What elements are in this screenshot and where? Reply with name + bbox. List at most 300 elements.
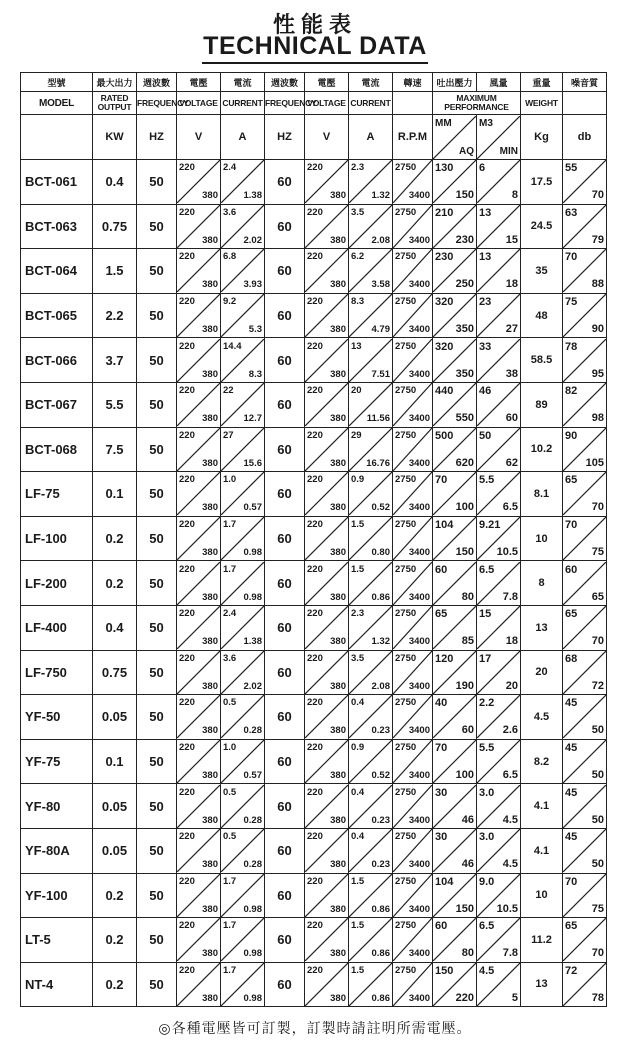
model-cell: YF-80A [21, 828, 93, 873]
voltage-60-cell-top: 220 [307, 296, 323, 308]
noise-cell [563, 427, 607, 472]
model-cell: LF-100 [21, 516, 93, 561]
current-60-cell-top: 1.5 [351, 563, 365, 575]
unit-a2: A [349, 115, 393, 160]
voltage-60-cell-bottom: 380 [330, 814, 346, 826]
model-cell: YF-75 [21, 739, 93, 784]
noise-cell [563, 293, 607, 338]
voltage-60-cell-bottom: 380 [330, 770, 346, 782]
pressure-cell-top: 130 [435, 162, 454, 175]
voltage-50-cell-top: 220 [179, 920, 195, 932]
frequency-50-cell: 50 [137, 293, 177, 338]
current-60-cell-top: 1.5 [351, 920, 365, 932]
noise-cell-bottom: 90 [591, 323, 604, 336]
noise-cell-top: 65 [565, 474, 578, 487]
pressure-cell-bottom: 620 [455, 456, 474, 469]
voltage-60-cell-top: 220 [307, 474, 323, 486]
pressure-cell-top: 150 [435, 964, 454, 977]
airflow-cell-top: 3.0 [479, 831, 495, 844]
voltage-50-cell [177, 561, 221, 606]
current-50-cell [221, 962, 265, 1007]
current-60-cell [349, 427, 393, 472]
airflow-cell-bottom: 60 [505, 412, 518, 425]
voltage-50-cell [177, 382, 221, 427]
rpm-cell [393, 873, 433, 918]
rated-output-cell: 0.2 [93, 561, 137, 606]
frequency-60-cell: 60 [265, 962, 305, 1007]
header-en-speed [393, 92, 433, 115]
current-50-cell-bottom: 1.38 [243, 190, 262, 202]
current-60-cell-bottom: 2.08 [371, 680, 390, 692]
voltage-60-cell [305, 561, 349, 606]
current-50-cell-top: 3.6 [223, 652, 237, 664]
model-cell: BCT-067 [21, 382, 93, 427]
header-zh-voltage-1: 電壓 [177, 73, 221, 92]
noise-cell [563, 828, 607, 873]
unit-v2: V [305, 115, 349, 160]
unit-pressure-top: MM [435, 117, 452, 129]
voltage-60-cell-top: 220 [307, 429, 323, 441]
current-50-cell-bottom: 12.7 [243, 413, 262, 425]
pressure-cell-bottom: 150 [455, 902, 474, 915]
rpm-cell-bottom: 3400 [408, 502, 430, 514]
rpm-cell-bottom: 3400 [408, 903, 430, 915]
pressure-cell [433, 338, 477, 383]
current-60-cell-top: 0.4 [351, 786, 365, 798]
frequency-60-cell: 60 [265, 472, 305, 517]
voltage-60-cell-top: 220 [307, 206, 323, 218]
voltage-60-cell-top: 220 [307, 162, 323, 174]
unit-airflow-bottom: MIN [499, 145, 518, 157]
rpm-cell-bottom: 3400 [408, 279, 430, 291]
frequency-60-cell: 60 [265, 516, 305, 561]
rated-output-cell: 0.1 [93, 472, 137, 517]
airflow-cell [477, 561, 521, 606]
rpm-cell-bottom: 3400 [408, 591, 430, 603]
airflow-cell [477, 739, 521, 784]
noise-cell [563, 561, 607, 606]
noise-cell-bottom: 79 [591, 233, 604, 246]
rpm-cell [393, 561, 433, 606]
frequency-60-cell: 60 [265, 427, 305, 472]
rpm-cell [393, 382, 433, 427]
current-50-cell [221, 293, 265, 338]
table-row [21, 516, 607, 561]
rpm-cell-bottom: 3400 [408, 814, 430, 826]
frequency-50-cell: 50 [137, 650, 177, 695]
model-cell: LF-200 [21, 561, 93, 606]
pressure-cell-top: 104 [435, 875, 454, 888]
rated-output-cell: 0.2 [93, 873, 137, 918]
weight-cell: 10 [521, 516, 563, 561]
airflow-cell-bottom: 10.5 [496, 546, 518, 559]
current-60-cell-bottom: 0.23 [371, 814, 390, 826]
table-row [21, 650, 607, 695]
current-50-cell [221, 382, 265, 427]
current-60-cell-bottom: 0.23 [371, 859, 390, 871]
noise-cell-top: 45 [565, 697, 578, 710]
noise-cell-bottom: 75 [591, 546, 604, 559]
pressure-cell [433, 382, 477, 427]
airflow-cell-bottom: 10.5 [496, 902, 518, 915]
voltage-50-cell-bottom: 380 [202, 547, 218, 559]
header-zh-speed: 轉速 [393, 73, 433, 92]
voltage-60-cell-bottom: 380 [330, 234, 346, 246]
current-50-cell-bottom: 5.3 [248, 324, 262, 336]
current-60-cell-bottom: 1.32 [371, 190, 390, 202]
airflow-cell-top: 5.5 [479, 742, 495, 755]
voltage-60-cell [305, 293, 349, 338]
airflow-cell-top: 6.5 [479, 563, 495, 576]
noise-cell-bottom: 105 [585, 456, 604, 469]
pressure-cell [433, 873, 477, 918]
voltage-60-cell-bottom: 380 [330, 457, 346, 469]
rated-output-cell: 5.5 [93, 382, 137, 427]
pressure-cell [433, 427, 477, 472]
airflow-cell-top: 23 [479, 296, 492, 309]
voltage-50-cell-top: 220 [179, 385, 195, 397]
page-title-zh: 性能表 [272, 13, 357, 38]
pressure-cell-top: 70 [435, 474, 448, 487]
voltage-50-cell [177, 962, 221, 1007]
rpm-cell [393, 249, 433, 294]
rpm-cell-top: 2750 [395, 742, 417, 754]
current-60-cell-top: 2.3 [351, 162, 365, 174]
noise-cell [563, 472, 607, 517]
noise-cell-bottom: 50 [591, 858, 604, 871]
airflow-cell-bottom: 5 [511, 991, 518, 1004]
pressure-cell [433, 650, 477, 695]
current-50-cell-top: 1.0 [223, 742, 237, 754]
model-cell: LF-750 [21, 650, 93, 695]
voltage-50-cell-bottom: 380 [202, 992, 218, 1004]
model-cell: LF-75 [21, 472, 93, 517]
voltage-60-cell [305, 249, 349, 294]
unit-airflow [477, 115, 521, 160]
airflow-cell-bottom: 20 [505, 679, 518, 692]
voltage-60-cell [305, 516, 349, 561]
current-50-cell-top: 3.6 [223, 206, 237, 218]
noise-cell-top: 78 [565, 340, 578, 353]
rpm-cell-top: 2750 [395, 385, 417, 397]
current-60-cell [349, 472, 393, 517]
pressure-cell-bottom: 190 [455, 679, 474, 692]
frequency-60-cell: 60 [265, 338, 305, 383]
rpm-cell-top: 2750 [395, 652, 417, 664]
voltage-60-cell [305, 784, 349, 829]
pressure-cell-bottom: 150 [455, 189, 474, 202]
rated-output-cell: 0.4 [93, 160, 137, 205]
weight-cell: 13 [521, 962, 563, 1007]
voltage-50-cell-bottom: 380 [202, 948, 218, 960]
current-60-cell-bottom: 0.86 [371, 903, 390, 915]
voltage-60-cell-bottom: 380 [330, 368, 346, 380]
pressure-cell-bottom: 350 [455, 323, 474, 336]
airflow-cell-top: 5.5 [479, 474, 495, 487]
current-60-cell-top: 1.5 [351, 964, 365, 976]
frequency-60-cell: 60 [265, 605, 305, 650]
airflow-cell-bottom: 38 [505, 367, 518, 380]
rated-output-cell: 0.05 [93, 784, 137, 829]
current-50-cell-top: 1.7 [223, 519, 237, 531]
rpm-cell-top: 2750 [395, 608, 417, 620]
model-cell: BCT-063 [21, 204, 93, 249]
noise-cell-top: 90 [565, 429, 578, 442]
current-60-cell [349, 160, 393, 205]
rpm-cell-top: 2750 [395, 519, 417, 531]
pressure-cell-bottom: 150 [455, 546, 474, 559]
model-cell: YF-50 [21, 695, 93, 740]
frequency-50-cell: 50 [137, 427, 177, 472]
pressure-cell-top: 30 [435, 831, 448, 844]
header-zh-model: 型號 [21, 73, 93, 92]
pressure-cell-top: 65 [435, 608, 448, 621]
weight-cell: 8 [521, 561, 563, 606]
current-50-cell-top: 1.7 [223, 563, 237, 575]
current-60-cell-bottom: 0.52 [371, 770, 390, 782]
current-50-cell [221, 204, 265, 249]
voltage-50-cell-bottom: 380 [202, 279, 218, 291]
current-60-cell [349, 962, 393, 1007]
voltage-60-cell-top: 220 [307, 920, 323, 932]
current-50-cell-top: 2.4 [223, 162, 237, 174]
current-50-cell [221, 828, 265, 873]
header-row-zh [21, 73, 607, 92]
voltage-50-cell [177, 160, 221, 205]
pressure-cell-top: 440 [435, 385, 454, 398]
current-50-cell-bottom: 0.28 [243, 725, 262, 737]
model-cell: NT-4 [21, 962, 93, 1007]
pressure-cell-bottom: 350 [455, 367, 474, 380]
voltage-60-cell [305, 382, 349, 427]
pressure-cell [433, 695, 477, 740]
voltage-60-cell-bottom: 380 [330, 680, 346, 692]
airflow-cell-bottom: 27 [505, 323, 518, 336]
airflow-cell-top: 9.21 [479, 519, 501, 532]
current-50-cell-top: 6.8 [223, 251, 237, 263]
rpm-cell-bottom: 3400 [408, 636, 430, 648]
rpm-cell [393, 962, 433, 1007]
frequency-60-cell: 60 [265, 561, 305, 606]
airflow-cell [477, 160, 521, 205]
noise-cell [563, 650, 607, 695]
header-en-weight: WEIGHT [521, 92, 563, 115]
voltage-50-cell [177, 828, 221, 873]
voltage-60-cell [305, 695, 349, 740]
weight-cell: 48 [521, 293, 563, 338]
weight-cell: 8.1 [521, 472, 563, 517]
rpm-cell [393, 293, 433, 338]
current-60-cell [349, 204, 393, 249]
rpm-cell [393, 828, 433, 873]
weight-cell: 24.5 [521, 204, 563, 249]
voltage-50-cell-top: 220 [179, 340, 195, 352]
voltage-60-cell-top: 220 [307, 385, 323, 397]
voltage-60-cell-top: 220 [307, 340, 323, 352]
noise-cell-top: 68 [565, 652, 578, 665]
frequency-50-cell: 50 [137, 516, 177, 561]
current-60-cell-top: 0.9 [351, 742, 365, 754]
current-50-cell-top: 22 [223, 385, 234, 397]
noise-cell-top: 65 [565, 920, 578, 933]
current-60-cell-top: 29 [351, 429, 362, 441]
current-50-cell-bottom: 0.98 [243, 547, 262, 559]
pressure-cell [433, 561, 477, 606]
noise-cell-top: 45 [565, 831, 578, 844]
model-cell: BCT-068 [21, 427, 93, 472]
airflow-cell [477, 695, 521, 740]
voltage-50-cell [177, 516, 221, 561]
rated-output-cell: 0.75 [93, 650, 137, 695]
pressure-cell-bottom: 60 [461, 724, 474, 737]
frequency-60-cell: 60 [265, 382, 305, 427]
table-row [21, 561, 607, 606]
voltage-60-cell-bottom: 380 [330, 859, 346, 871]
model-cell: BCT-066 [21, 338, 93, 383]
voltage-60-cell-bottom: 380 [330, 190, 346, 202]
current-50-cell-top: 14.4 [223, 340, 242, 352]
voltage-50-cell-bottom: 380 [202, 814, 218, 826]
voltage-60-cell [305, 739, 349, 784]
model-cell: YF-100 [21, 873, 93, 918]
voltage-50-cell-top: 220 [179, 429, 195, 441]
noise-cell [563, 695, 607, 740]
airflow-cell-top: 15 [479, 608, 492, 621]
pressure-cell-top: 60 [435, 563, 448, 576]
frequency-50-cell: 50 [137, 204, 177, 249]
pressure-cell-bottom: 250 [455, 278, 474, 291]
noise-cell-top: 60 [565, 563, 578, 576]
current-50-cell-bottom: 2.02 [243, 680, 262, 692]
noise-cell [563, 873, 607, 918]
rpm-cell-bottom: 3400 [408, 859, 430, 871]
rated-output-cell: 0.05 [93, 828, 137, 873]
rpm-cell-top: 2750 [395, 429, 417, 441]
rated-output-cell: 0.1 [93, 739, 137, 784]
voltage-50-cell-top: 220 [179, 251, 195, 263]
header-en-current-2: CURRENT [349, 92, 393, 115]
current-60-cell [349, 249, 393, 294]
rated-output-cell: 0.75 [93, 204, 137, 249]
airflow-cell-top: 46 [479, 385, 492, 398]
airflow-cell-bottom: 15 [505, 233, 518, 246]
frequency-60-cell: 60 [265, 873, 305, 918]
frequency-50-cell: 50 [137, 160, 177, 205]
frequency-60-cell: 60 [265, 918, 305, 963]
current-60-cell-bottom: 1.32 [371, 636, 390, 648]
table-row [21, 918, 607, 963]
rpm-cell-bottom: 3400 [408, 457, 430, 469]
pressure-cell [433, 784, 477, 829]
current-50-cell [221, 873, 265, 918]
pressure-cell-top: 210 [435, 206, 454, 219]
current-50-cell-top: 9.2 [223, 296, 237, 308]
header-en-frequency-1: FREQUENCY [137, 92, 177, 115]
weight-cell: 11.2 [521, 918, 563, 963]
voltage-50-cell [177, 873, 221, 918]
current-60-cell-top: 2.3 [351, 608, 365, 620]
noise-cell-top: 55 [565, 162, 578, 175]
current-50-cell-bottom: 0.98 [243, 948, 262, 960]
noise-cell [563, 962, 607, 1007]
voltage-60-cell [305, 650, 349, 695]
noise-cell-bottom: 72 [591, 679, 604, 692]
model-cell: LT-5 [21, 918, 93, 963]
rpm-cell-top: 2750 [395, 786, 417, 798]
model-cell: YF-80 [21, 784, 93, 829]
voltage-50-cell-top: 220 [179, 563, 195, 575]
noise-cell-top: 45 [565, 786, 578, 799]
rpm-cell-top: 2750 [395, 964, 417, 976]
voltage-50-cell-top: 220 [179, 206, 195, 218]
header-en-performance: MAXIMUM PERFORMANCE [433, 92, 521, 115]
pressure-cell-bottom: 220 [455, 991, 474, 1004]
table-row [21, 739, 607, 784]
airflow-cell-top: 17 [479, 652, 492, 665]
voltage-50-cell [177, 338, 221, 383]
rpm-cell [393, 427, 433, 472]
rpm-cell [393, 784, 433, 829]
noise-cell-bottom: 70 [591, 189, 604, 202]
noise-cell [563, 784, 607, 829]
current-60-cell-top: 13 [351, 340, 362, 352]
voltage-60-cell [305, 828, 349, 873]
current-50-cell [221, 427, 265, 472]
current-50-cell-bottom: 0.57 [243, 770, 262, 782]
voltage-60-cell-top: 220 [307, 608, 323, 620]
frequency-60-cell: 60 [265, 160, 305, 205]
header-zh-current-1: 電流 [221, 73, 265, 92]
current-50-cell-bottom: 15.6 [243, 457, 262, 469]
frequency-60-cell: 60 [265, 828, 305, 873]
airflow-cell-bottom: 18 [505, 278, 518, 291]
current-50-cell-bottom: 0.28 [243, 859, 262, 871]
pressure-cell [433, 472, 477, 517]
current-60-cell [349, 338, 393, 383]
pressure-cell-bottom: 100 [455, 501, 474, 514]
weight-cell: 58.5 [521, 338, 563, 383]
airflow-cell [477, 873, 521, 918]
pressure-cell [433, 204, 477, 249]
weight-cell: 10.2 [521, 427, 563, 472]
voltage-50-cell [177, 784, 221, 829]
pressure-cell [433, 516, 477, 561]
noise-cell-top: 70 [565, 519, 578, 532]
pressure-cell [433, 962, 477, 1007]
current-50-cell-top: 0.5 [223, 831, 237, 843]
airflow-cell-top: 3.0 [479, 786, 495, 799]
current-50-cell-top: 1.0 [223, 474, 237, 486]
voltage-60-cell-top: 220 [307, 964, 323, 976]
rpm-cell-top: 2750 [395, 162, 417, 174]
current-50-cell-top: 1.7 [223, 920, 237, 932]
voltage-60-cell-bottom: 380 [330, 948, 346, 960]
current-60-cell-bottom: 11.56 [366, 413, 390, 425]
frequency-50-cell: 50 [137, 472, 177, 517]
voltage-50-cell-bottom: 380 [202, 368, 218, 380]
rpm-cell-bottom: 3400 [408, 368, 430, 380]
model-cell: BCT-064 [21, 249, 93, 294]
noise-cell-bottom: 95 [591, 367, 604, 380]
header-en-noise [563, 92, 607, 115]
noise-cell [563, 338, 607, 383]
page-title: TECHNICAL DATA [203, 32, 427, 60]
pressure-cell-top: 230 [435, 251, 454, 264]
header-zh-output: 最大出力 [93, 73, 137, 92]
current-60-cell-top: 3.5 [351, 652, 365, 664]
frequency-50-cell: 50 [137, 962, 177, 1007]
noise-cell [563, 204, 607, 249]
